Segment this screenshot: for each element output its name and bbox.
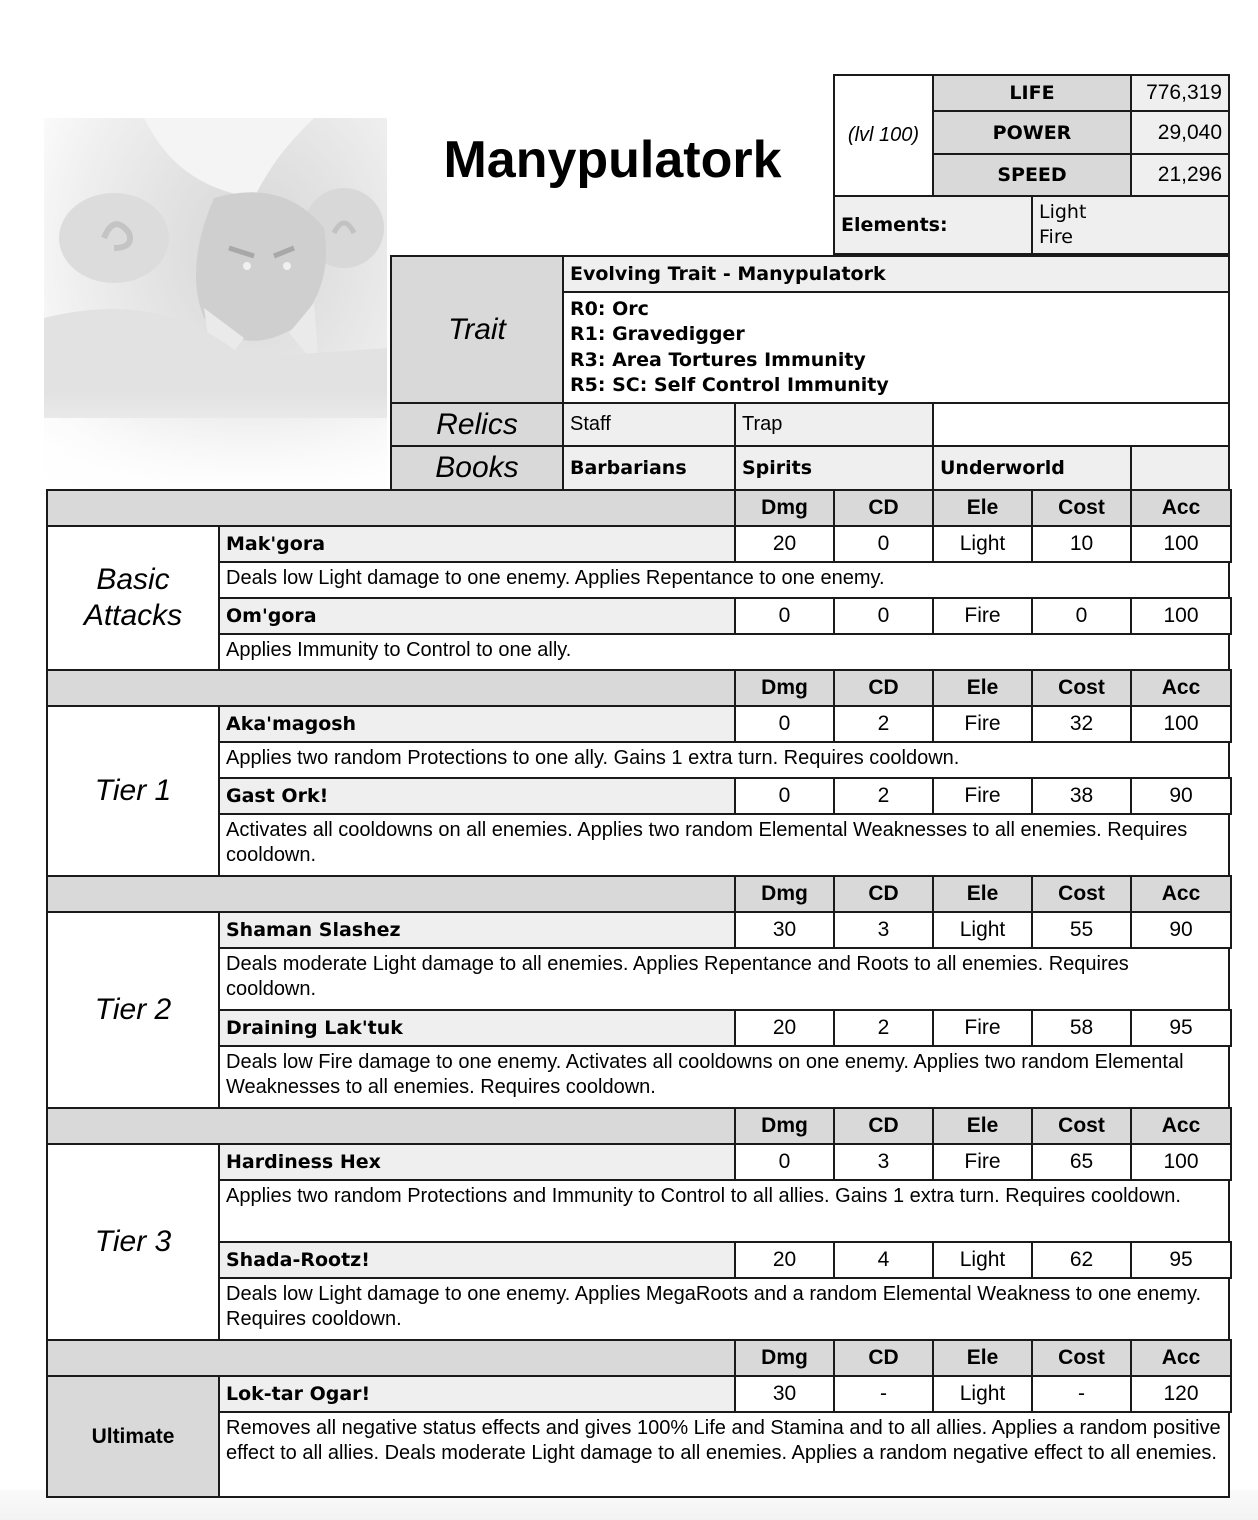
column-header-acc: Acc xyxy=(1130,1339,1232,1377)
column-header-dmg: Dmg xyxy=(734,875,835,913)
skill-acc: 90 xyxy=(1130,777,1232,815)
skill-cd: 4 xyxy=(833,1241,934,1279)
skill-cost: 58 xyxy=(1031,1009,1132,1047)
trait-label: Trait xyxy=(390,255,564,404)
element-light: Light xyxy=(1039,201,1087,223)
column-header-cd: CD xyxy=(833,1339,934,1377)
column-header-cost: Cost xyxy=(1031,669,1132,707)
stat-value-life: 776,319 xyxy=(1130,74,1230,112)
skill-name: Aka'magosh xyxy=(218,705,736,743)
column-header-spacer xyxy=(46,875,736,913)
column-header-cd: CD xyxy=(833,1107,934,1145)
skill-description: Applies two random Protections to one ally. Gains 1 extra turn. Requires cooldown. xyxy=(218,741,1230,779)
stat-label-life: LIFE xyxy=(932,74,1132,112)
skill-dmg: 0 xyxy=(734,1143,835,1181)
skill-description: Applies Immunity to Control to one ally. xyxy=(218,633,1230,671)
skill-cd: 3 xyxy=(833,1143,934,1181)
skill-group-label-line: Basic xyxy=(96,563,170,596)
skill-dmg: 30 xyxy=(734,911,835,949)
trait-rank: R1: Gravedigger xyxy=(570,323,745,345)
column-header-spacer xyxy=(46,1107,736,1145)
column-header-ele: Ele xyxy=(932,489,1033,527)
orc-portrait-icon xyxy=(44,118,387,498)
skill-ele: Fire xyxy=(932,777,1033,815)
skill-name: Hardiness Hex xyxy=(218,1143,736,1181)
skill-group-label xyxy=(46,911,220,1109)
skill-acc: 95 xyxy=(1130,1009,1232,1047)
skill-description: Applies two random Protections and Immunity to Control to all allies. Gains 1 extra turn. Requires cooldown. xyxy=(218,1179,1230,1243)
skill-description: Removes all negative status effects and gives 100% Life and Stamina and to all allies. Applies a random positive effect to all allies. Deals moderate Light damage to all enemies. Applies a random negative effect to all enemies. xyxy=(218,1411,1230,1498)
skill-group-label xyxy=(46,1375,220,1498)
skill-cd: 2 xyxy=(833,1009,934,1047)
skill-name: Mak'gora xyxy=(218,525,736,563)
skill-dmg: 0 xyxy=(734,597,835,635)
skill-group-label xyxy=(46,1143,220,1341)
skill-group-label-line: Tier 2 xyxy=(94,993,172,1026)
skill-description: Deals low Fire damage to one enemy. Activates all cooldowns on one enemy. Applies two random Elemental Weaknesses to all enemies. Requires cooldown. xyxy=(218,1045,1230,1109)
skill-dmg: 20 xyxy=(734,1241,835,1279)
skill-ele: Light xyxy=(932,1241,1033,1279)
books-label: Books xyxy=(390,445,564,491)
column-header-acc: Acc xyxy=(1130,875,1232,913)
skill-group-label xyxy=(46,525,220,671)
skill-cost: 55 xyxy=(1031,911,1132,949)
skill-cd: 2 xyxy=(833,705,934,743)
skill-ele: Fire xyxy=(932,1143,1033,1181)
skill-ele: Light xyxy=(932,525,1033,563)
trait-title: Evolving Trait - Manypulatork xyxy=(562,255,1230,293)
book-item: Underworld xyxy=(932,445,1132,491)
column-header-cd: CD xyxy=(833,489,934,527)
skill-name: Om'gora xyxy=(218,597,736,635)
column-header-spacer xyxy=(46,669,736,707)
skill-cost: 65 xyxy=(1031,1143,1132,1181)
relic-item xyxy=(932,402,1230,447)
stat-label-power: POWER xyxy=(932,110,1132,155)
column-header-cost: Cost xyxy=(1031,875,1132,913)
column-header-cost: Cost xyxy=(1031,489,1132,527)
trait-ranks xyxy=(562,291,1230,404)
column-header-ele: Ele xyxy=(932,875,1033,913)
column-header-ele: Ele xyxy=(932,1339,1033,1377)
column-header-dmg: Dmg xyxy=(734,489,835,527)
relic-item: Staff xyxy=(562,402,736,447)
skill-group-label-line: Tier 1 xyxy=(94,774,172,807)
book-item xyxy=(1130,445,1230,491)
stat-value-power: 29,040 xyxy=(1130,110,1230,155)
trait-rank: R5: SC: Self Control Immunity xyxy=(570,374,889,396)
book-item: Barbarians xyxy=(562,445,736,491)
skill-group-label-line: Ultimate xyxy=(91,1424,175,1448)
skill-cost: 0 xyxy=(1031,597,1132,635)
skill-acc: 95 xyxy=(1130,1241,1232,1279)
skill-cd: 3 xyxy=(833,911,934,949)
column-header-dmg: Dmg xyxy=(734,1339,835,1377)
skill-acc: 100 xyxy=(1130,597,1232,635)
skill-acc: 100 xyxy=(1130,705,1232,743)
skill-acc: 90 xyxy=(1130,911,1232,949)
skill-ele: Fire xyxy=(932,705,1033,743)
trait-rank: R3: Area Tortures Immunity xyxy=(570,348,866,371)
skill-ele: Fire xyxy=(932,597,1033,635)
trait-rank: R0: Orc xyxy=(570,297,649,320)
skill-dmg: 30 xyxy=(734,1375,835,1413)
skill-ele: Fire xyxy=(932,1009,1033,1047)
column-header-cd: CD xyxy=(833,669,934,707)
column-header-cost: Cost xyxy=(1031,1339,1132,1377)
skill-cost: 38 xyxy=(1031,777,1132,815)
column-header-cost: Cost xyxy=(1031,1107,1132,1145)
skill-dmg: 0 xyxy=(734,777,835,815)
column-header-ele: Ele xyxy=(932,669,1033,707)
skill-cost: 10 xyxy=(1031,525,1132,563)
skill-group-label xyxy=(46,705,220,877)
skill-acc: 100 xyxy=(1130,1143,1232,1181)
skill-name: Draining Lak'tuk xyxy=(218,1009,736,1047)
column-header-cd: CD xyxy=(833,875,934,913)
book-item: Spirits xyxy=(734,445,934,491)
stat-value-speed: 21,296 xyxy=(1130,153,1230,197)
skill-acc: 120 xyxy=(1130,1375,1232,1413)
skill-name: Lok-tar Ogar! xyxy=(218,1375,736,1413)
column-header-spacer xyxy=(46,1339,736,1377)
skill-cd: 2 xyxy=(833,777,934,815)
skill-name: Shada-Rootz! xyxy=(218,1241,736,1279)
column-header-spacer xyxy=(46,489,736,527)
skill-description: Deals low Light damage to one enemy. Applies Repentance to one enemy. xyxy=(218,561,1230,599)
skill-cost: - xyxy=(1031,1375,1132,1413)
skill-dmg: 0 xyxy=(734,705,835,743)
skill-acc: 100 xyxy=(1130,525,1232,563)
skill-cost: 62 xyxy=(1031,1241,1132,1279)
relic-item: Trap xyxy=(734,402,934,447)
skill-name: Gast Ork! xyxy=(218,777,736,815)
element-fire: Fire xyxy=(1039,226,1073,248)
stat-label-speed: SPEED xyxy=(932,153,1132,197)
elements-label: Elements: xyxy=(833,195,1033,255)
column-header-acc: Acc xyxy=(1130,1107,1232,1145)
skill-dmg: 20 xyxy=(734,1009,835,1047)
elements-list xyxy=(1031,195,1230,255)
column-header-acc: Acc xyxy=(1130,669,1232,707)
skill-name: Shaman Slashez xyxy=(218,911,736,949)
skill-cost: 32 xyxy=(1031,705,1132,743)
skill-description: Activates all cooldowns on all enemies. Applies two random Elemental Weaknesses to all enemies. Requires cooldown. xyxy=(218,813,1230,877)
column-header-dmg: Dmg xyxy=(734,669,835,707)
skill-cd: 0 xyxy=(833,597,934,635)
skill-ele: Light xyxy=(932,1375,1033,1413)
skill-cd: - xyxy=(833,1375,934,1413)
skill-dmg: 20 xyxy=(734,525,835,563)
relics-label: Relics xyxy=(390,402,564,447)
column-header-ele: Ele xyxy=(932,1107,1033,1145)
skill-description: Deals low Light damage to one enemy. Applies MegaRoots and a random Elemental Weakness to one enemy. Requires cooldown. xyxy=(218,1277,1230,1341)
skill-cd: 0 xyxy=(833,525,934,563)
column-header-dmg: Dmg xyxy=(734,1107,835,1145)
hero-level: (lvl 100) xyxy=(833,74,934,197)
skill-description: Deals moderate Light damage to all enemies. Applies Repentance and Roots to all enemies. Requires cooldown. xyxy=(218,947,1230,1011)
skill-group-label-line: Attacks xyxy=(83,599,183,632)
hero-name: Manypulatork xyxy=(443,131,782,189)
hero-portrait xyxy=(44,118,387,498)
skill-group-label-line: Tier 3 xyxy=(94,1225,172,1258)
column-header-acc: Acc xyxy=(1130,489,1232,527)
skill-ele: Light xyxy=(932,911,1033,949)
